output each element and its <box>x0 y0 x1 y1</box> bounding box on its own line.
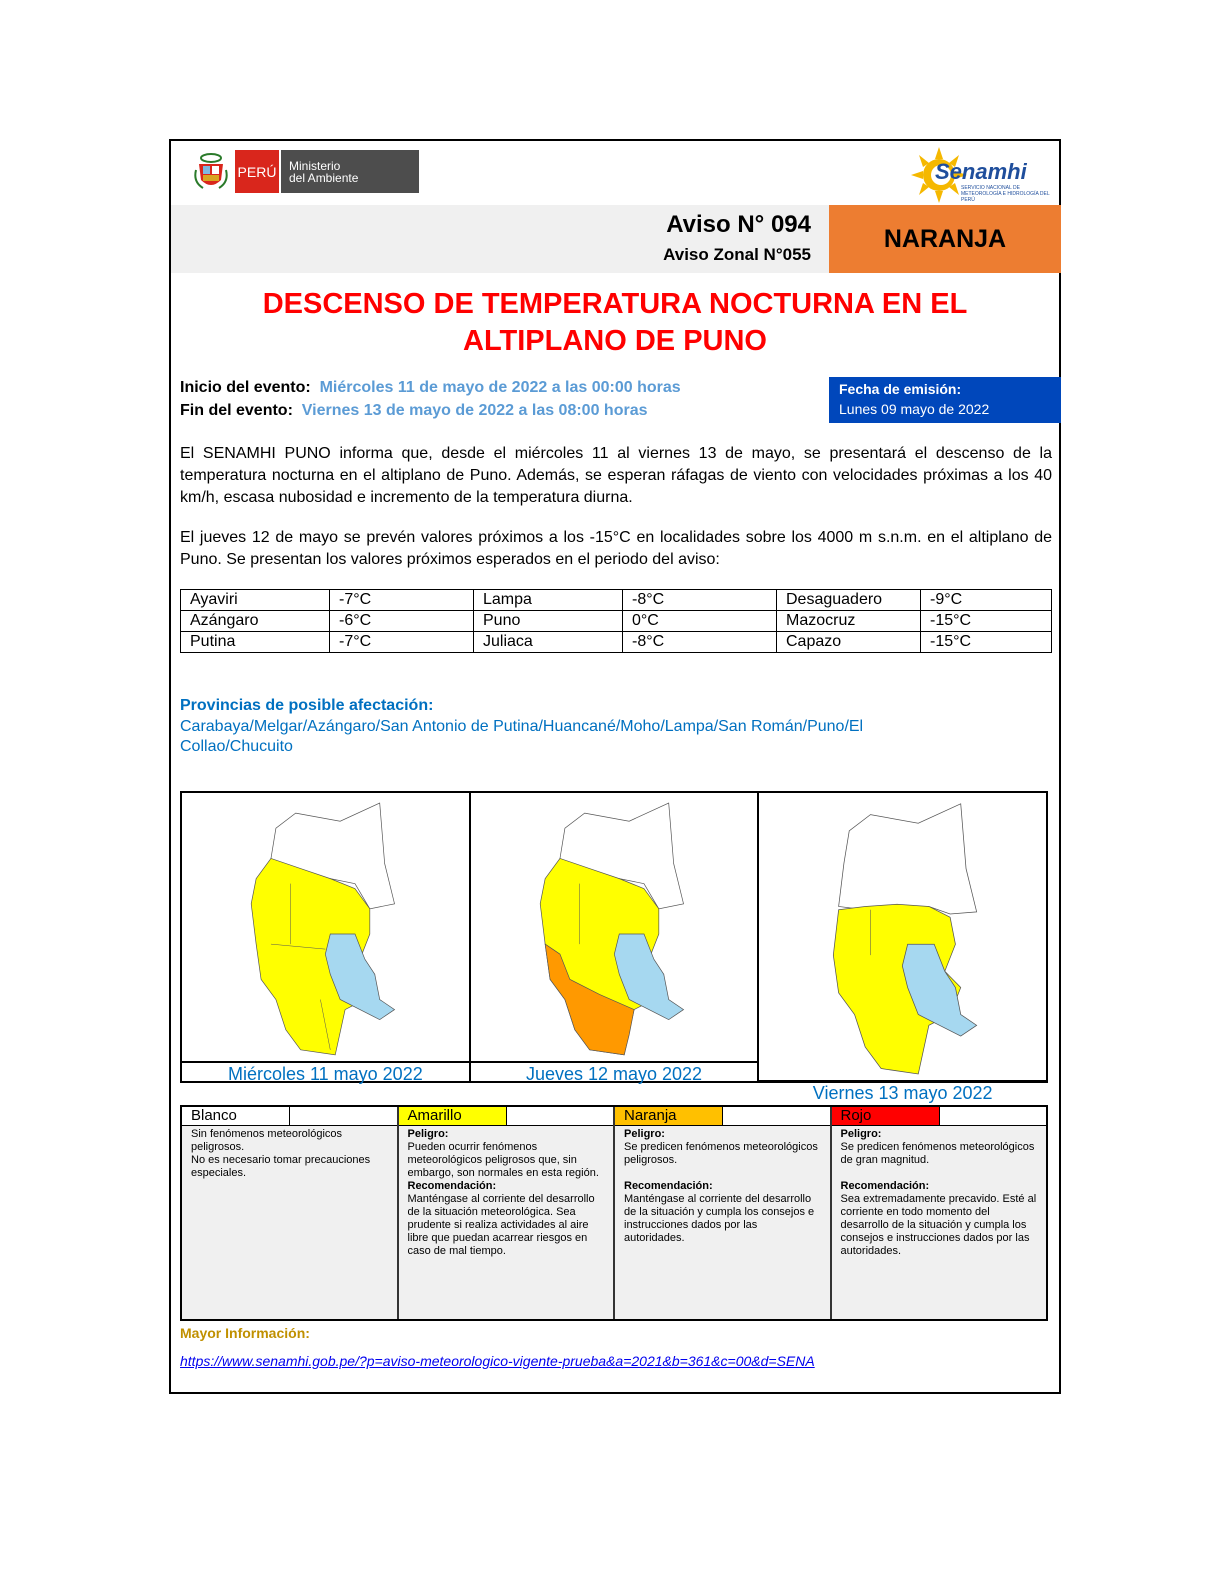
event-start-value: Miércoles 11 de mayo de 2022 a las 00:00 horas <box>319 379 681 396</box>
issue-date-value: Lunes 09 mayo de 2022 <box>839 401 990 417</box>
legend-peligro-text: Pueden ocurrir fenómenos meteorológicos peligrosos que, sin embargo, son normales en esta región. <box>407 1141 599 1179</box>
map-caption: Jueves 12 mayo 2022 <box>525 1063 703 1084</box>
temp-cell: -8°C <box>623 632 777 653</box>
table-row <box>181 590 1052 611</box>
event-end <box>180 402 648 420</box>
place-cell: Ayaviri <box>181 590 330 611</box>
ministry-line2: del Ambiente <box>289 170 359 185</box>
legend-rec-label: Recomendación: <box>407 1180 497 1192</box>
ministry-line1: Ministerio <box>289 158 341 173</box>
issue-date-box <box>829 377 1061 423</box>
table-row <box>181 632 1052 653</box>
legend-naranja <box>615 1107 832 1319</box>
provinces-heading: Provincias de posible afectación: <box>180 697 434 714</box>
temp-cell: -7°C <box>330 632 474 653</box>
temp-cell: -9°C <box>921 590 1052 611</box>
provinces-list: Carabaya/Melgar/Azángaro/San Antonio de Putina/Huancané/Moho/Lampa/San Román/Puno/El Collao/Chucuito <box>180 718 864 755</box>
temp-cell: -15°C <box>921 632 1052 653</box>
puno-map <box>471 793 758 1063</box>
alert-legend <box>180 1105 1048 1321</box>
legend-peligro-label: Peligro: <box>624 1128 665 1140</box>
temp-cell: -6°C <box>330 611 474 632</box>
aviso-number: Aviso N° 094 <box>666 211 811 238</box>
maps-panel <box>180 791 1048 1104</box>
legend-peligro-text: Se predicen fenómenos meteorológicos de gran magnitud. <box>840 1141 1035 1166</box>
legend-peligro-text: Sin fenómenos meteorológicos peligrosos. <box>191 1128 343 1153</box>
event-start-label: Inicio del evento: <box>180 379 311 396</box>
event-end-value: Viernes 13 de mayo de 2022 a las 08:00 horas <box>301 402 648 419</box>
legend-peligro-text: Se predicen fenómenos meteorológicos peligrosos. <box>624 1141 818 1166</box>
more-info-label: Mayor Información: <box>180 1325 310 1341</box>
legend-blanco <box>182 1107 399 1319</box>
map-caption: Viernes 13 mayo 2022 <box>812 1083 993 1104</box>
place-cell: Putina <box>181 632 330 653</box>
peru-label: PERÚ <box>235 150 279 193</box>
legend-peligro-label: Peligro: <box>840 1128 882 1140</box>
place-cell: Juliaca <box>474 632 623 653</box>
legend-swatch: Blanco <box>182 1107 290 1125</box>
table-row <box>181 611 1052 632</box>
place-cell: Desaguadero <box>777 590 921 611</box>
place-cell: Capazo <box>777 632 921 653</box>
place-cell: Mazocruz <box>777 611 921 632</box>
legend-rec-label: Recomendación: <box>624 1180 713 1192</box>
map-day-2 <box>471 793 760 1084</box>
senamhi-wordmark: Senamhi <box>935 159 1027 184</box>
legend-swatch: Rojo <box>832 1107 940 1125</box>
legend-rec-text: Manténgase al corriente del desarrollo de la situación meteorológica. Sea prudente si realiza actividades al aire libre que puedan acarrear riesgos en caso de mal tiempo. <box>407 1193 595 1257</box>
alert-level-badge: NARANJA <box>829 205 1061 273</box>
gov-logo <box>193 150 419 193</box>
page-title <box>171 286 1059 360</box>
map-caption: Miércoles 11 mayo 2022 <box>227 1063 423 1084</box>
legend-peligro-label: Peligro: <box>407 1128 449 1140</box>
puno-map <box>759 793 1046 1082</box>
title-line1: DESCENSO DE TEMPERATURA NOCTURNA EN EL <box>262 288 968 320</box>
legend-amarillo <box>399 1107 616 1319</box>
legend-rec-text: Manténgase al corriente del desarrollo de la situación y cumpla los consejos e instrucciones dados por las autoridades. <box>624 1193 815 1244</box>
temp-cell: 0°C <box>623 611 777 632</box>
title-line2: ALTIPLANO DE PUNO <box>463 325 767 357</box>
description-paragraph-1: El SENAMHI PUNO informa que, desde el miércoles 11 al viernes 13 de mayo, se presentará el descenso de la temperatura nocturna en el altiplano de Puno. Además, se esperan ráfagas de viento con velocidades próximas a los 40 km/h, escasa nubosidad e incremento de la temperatura diurna. <box>180 445 1052 506</box>
legend-swatch: Amarillo <box>399 1107 507 1125</box>
temp-cell: -15°C <box>921 611 1052 632</box>
place-cell: Puno <box>474 611 623 632</box>
map-day-1 <box>182 793 471 1084</box>
event-start <box>180 379 681 397</box>
temperature-table <box>180 589 1052 653</box>
legend-rojo <box>832 1107 1047 1319</box>
issue-date-label: Fecha de emisión: <box>839 381 962 397</box>
place-cell: Azángaro <box>181 611 330 632</box>
map-day-3 <box>759 793 1046 1104</box>
aviso-zonal-number: Aviso Zonal N°055 <box>663 245 811 264</box>
place-cell: Lampa <box>474 590 623 611</box>
temp-cell: -8°C <box>623 590 777 611</box>
legend-swatch: Naranja <box>615 1107 723 1125</box>
legend-rec-text: No es necesario tomar precauciones especiales. <box>191 1154 371 1179</box>
senamhi-logo <box>911 145 1051 205</box>
temp-cell: -7°C <box>330 590 474 611</box>
more-info-link[interactable]: https://www.senamhi.gob.pe/?p=aviso-meteorologico-vigente-prueba&a=2021&b=361&c=00&d=SENA <box>180 1353 815 1369</box>
puno-map <box>182 793 469 1063</box>
description-paragraph-2: El jueves 12 de mayo se prevén valores próximos a los -15°C en localidades sobre los 4000 m s.n.m. en el altiplano de Puno. Se presentan los valores próximos esperados en el periodo del aviso: <box>180 529 1052 568</box>
ministry-label <box>281 150 419 193</box>
legend-rec-text: Sea extremadamente precavido. Esté al corriente en todo momento del desarrollo de la situación y cumpla los consejos e instrucciones dados por las autoridades. <box>840 1193 1037 1257</box>
coat-of-arms-icon <box>193 150 229 193</box>
aviso-document <box>169 139 1061 1394</box>
event-end-label: Fin del evento: <box>180 402 293 419</box>
senamhi-subtitle: SERVICIO NACIONAL DE METEOROLOGÍA E HIDROLOGÍA DEL PERÚ <box>961 185 1050 203</box>
legend-rec-label: Recomendación: <box>840 1180 930 1192</box>
